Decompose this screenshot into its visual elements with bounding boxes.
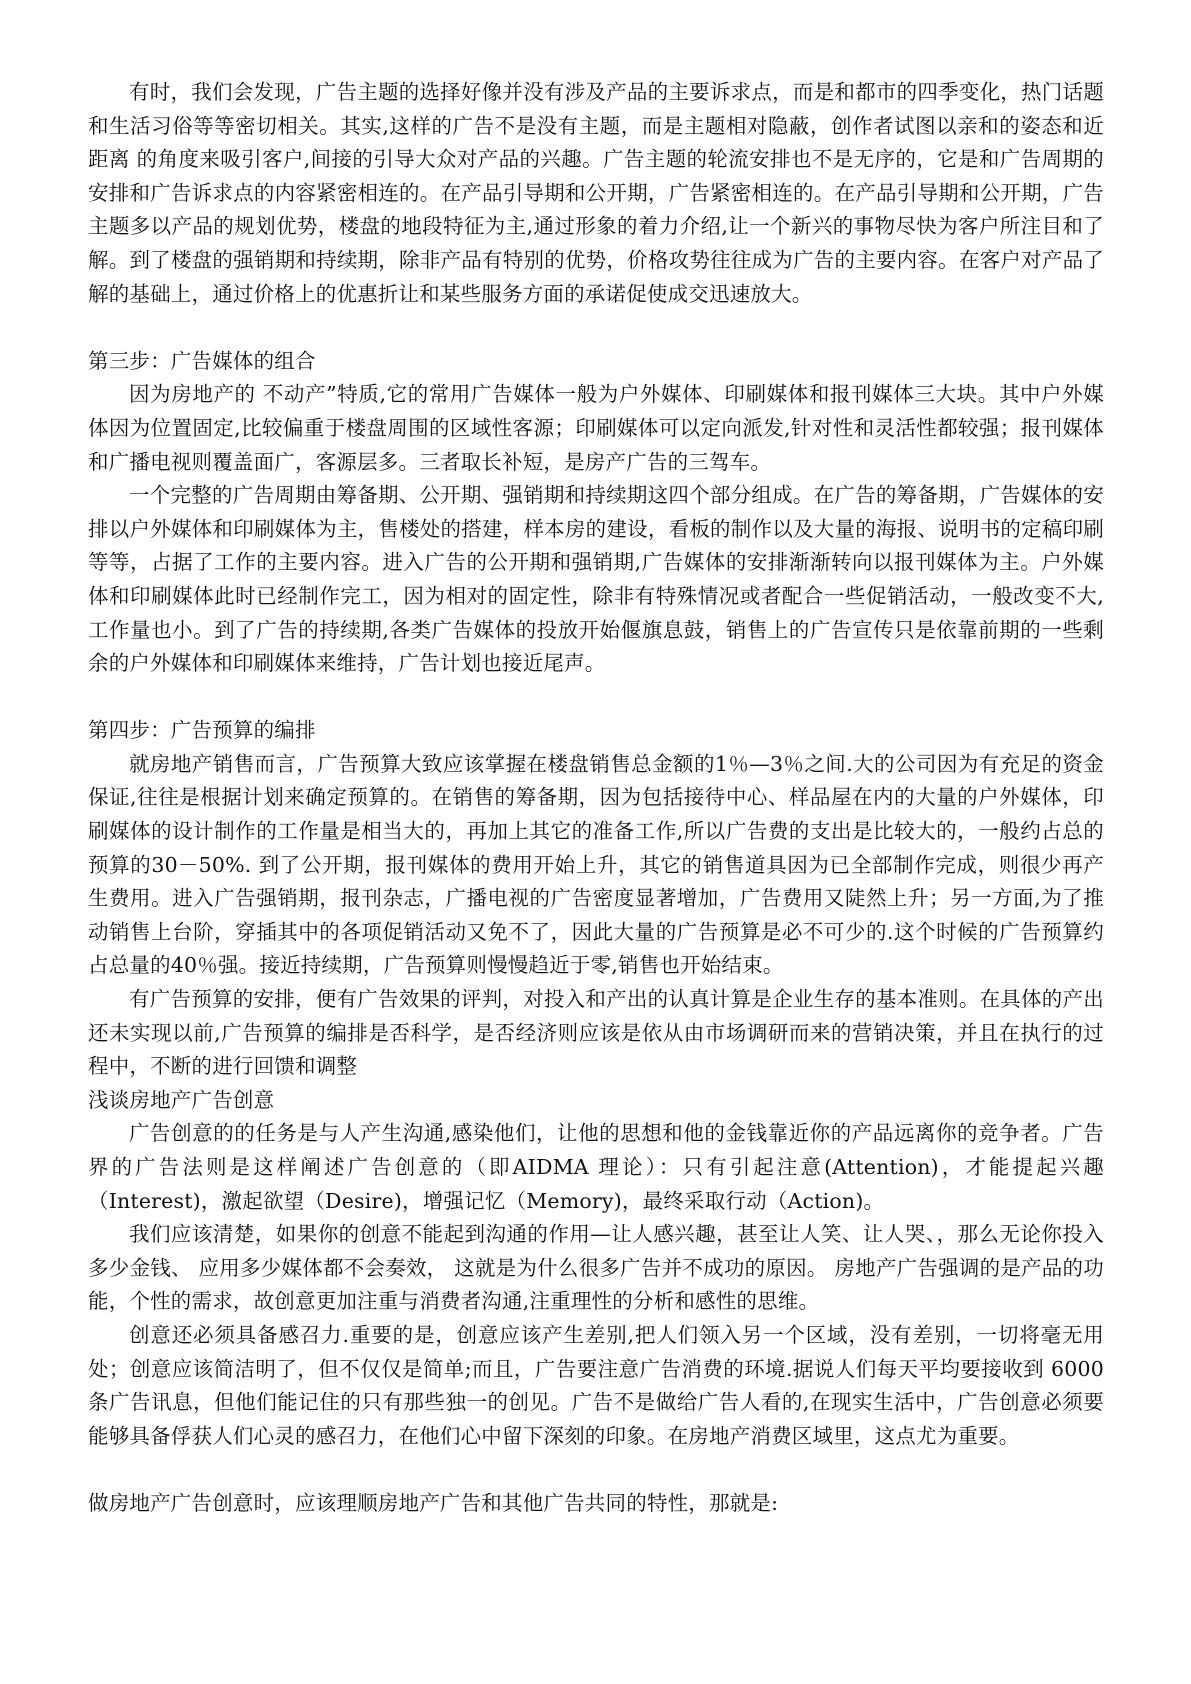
paragraph-budget-evaluation: 有广告预算的安排，便有广告效果的评判，对投入和产出的认真计算是企业生存的基本准则。在具体的产出还未实现以前,广告预算的编排是否科学，是否经济则应该是依从由市场调研而来的营销决策，并且在执行的过程中，不断的进行回馈和调整 — [88, 987, 1104, 1079]
paragraph-aidma: 广告创意的的任务是与人产生沟通,感染他们，让他的思想和他的金钱靠近你的产品远离你的竞争者。广告界的广告法则是这样阐述广告创意的（即AIDMA 理论）：只有引起注意(Attention)，才能提起兴趣（Interest)，激起欲望（Desire)，增强记忆（Memory)，最终采取行动（Action)。 — [88, 1121, 1104, 1213]
paragraph-closing: 做房地产广告创意时，应该理顺房地产广告和其他广告共同的特性，那就是: — [88, 1490, 779, 1515]
paragraph-communication: 我们应该清楚，如果你的创意不能起到沟通的作用—让人感兴趣，甚至让人笑、让人哭、，那么无论你投入多少金钱、 应用多少媒体都不会奏效， 这就是为什么很多广告并不成功的原因。 房地产广告强调的是产品的功能，个性的需求，故创意更加注重与消费者沟通,注重理性的分析和感性的思维。 — [88, 1222, 1104, 1314]
section-heading-step3: 第三步：广告媒体的组合 — [88, 348, 316, 373]
paragraph-media-types: 因为房地产的 不动产”特质,它的常用广告媒体一般为户外媒体、印刷媒体和报刊媒体三大块。其中户外媒体因为位置固定,比较偏重于楼盘周围的区域性客源；印刷媒体可以定向派发,针对性和灵活性都较强；报刊媒体和广播电视则覆盖面广，客源层多。三者取长补短，是房产广告的三驾车。 — [88, 382, 1104, 474]
document-page — [88, 76, 1104, 1521]
paragraph-gap — [88, 681, 1104, 715]
paragraph-appeal: 创意还必须具备感召力.重要的是，创意应该产生差别,把人们领入另一个区域，没有差别，一切将毫无用处；创意应该简洁明了，但不仅仅是简单;而且，广告要注意广告消费的环境.据说人们每天平均要接收到 6000 条广告讯息，但他们能记住的只有那些独一的创见。广告不是做给广告人看的,在现实生活中，广告创意必须要能够具备俘获人们心灵的感召力，在他们心中留下深刻的印象。在房地产消费区域里，这点尤为重要。 — [88, 1322, 1104, 1448]
section-heading-creative: 浅谈房地产广告创意 — [88, 1087, 275, 1112]
paragraph-advertising-theme: 有时，我们会发现，广告主题的选择好像并没有涉及产品的主要诉求点，而是和都市的四季变化，热门话题和生活习俗等等密切相关。其实,这样的广告不是没有主题，而是主题相对隐蔽，创作者试图以亲和的姿态和近距离 的角度来吸引客户,间接的引导大众对产品的兴趣。广告主题的轮流安排也不是无序的，它是和广告周期的安排和广告诉求点的内容紧密相连的。在产品引导期和公开期，广告紧密相连的。在产品引导期和公开期，广告主题多以产品的规划优势，楼盘的地段特征为主,通过形象的着力介绍,让一个新兴的事物尽快为客户所注目和了解。到了楼盘的强销期和持续期，除非产品有特别的优势，价格攻势往往成为广告的主要内容。在客户对产品了解的基础上，通过价格上的优惠折让和某些服务方面的承诺促使成交迅速放大。 — [88, 80, 1104, 306]
paragraph-gap — [88, 311, 1104, 345]
section-heading-step4: 第四步：广告预算的编排 — [88, 718, 316, 743]
paragraph-ad-cycle: 一个完整的广告周期由筹备期、公开期、强销期和持续期这四个部分组成。在广告的筹备期，广告媒体的安排以户外媒体和印刷媒体为主，售楼处的搭建，样本房的建设，看板的制作以及大量的海报、说明书的定稿印刷等等，占据了工作的主要内容。进入广告的公开期和强销期,广告媒体的安排渐渐转向以报刊媒体为主。户外媒体和印刷媒体此时已经制作完工，因为相对的固定性，除非有特殊情况或者配合一些促销活动，一般改变不大,工作量也小。到了广告的持续期,各类广告媒体的投放开始偃旗息鼓，销售上的广告宣传只是依靠前期的一些剩余的户外媒体和印刷媒体来维持，广告计划也接近尾声。 — [88, 483, 1104, 676]
paragraph-gap — [88, 1453, 1104, 1487]
paragraph-budget: 就房地产销售而言，广告预算大致应该掌握在楼盘销售总金额的1％—3％之间.大的公司因为有充足的资金保证,往往是根据计划来确定预算的。在销售的筹备期，因为包括接待中心、样品屋在内的大量的户外媒体，印刷媒体的设计制作的工作量是相当大的，再加上其它的准备工作,所以广告费的支出是比较大的，一般约占总的预算的30－50%. 到了公开期，报刊媒体的费用开始上升，其它的销售道具因为已全部制作完成，则很少再产生费用。进入广告强销期，报刊杂志，广播电视的广告密度显著增加，广告费用又陡然上升；另一方面,为了推动销售上台阶，穿插其中的各项促销活动又免不了，因此大量的广告预算是必不可少的.这个时候的广告预算约占总量的40％强。接近持续期，广告预算则慢慢趋近于零,销售也开始结束。 — [88, 751, 1104, 978]
